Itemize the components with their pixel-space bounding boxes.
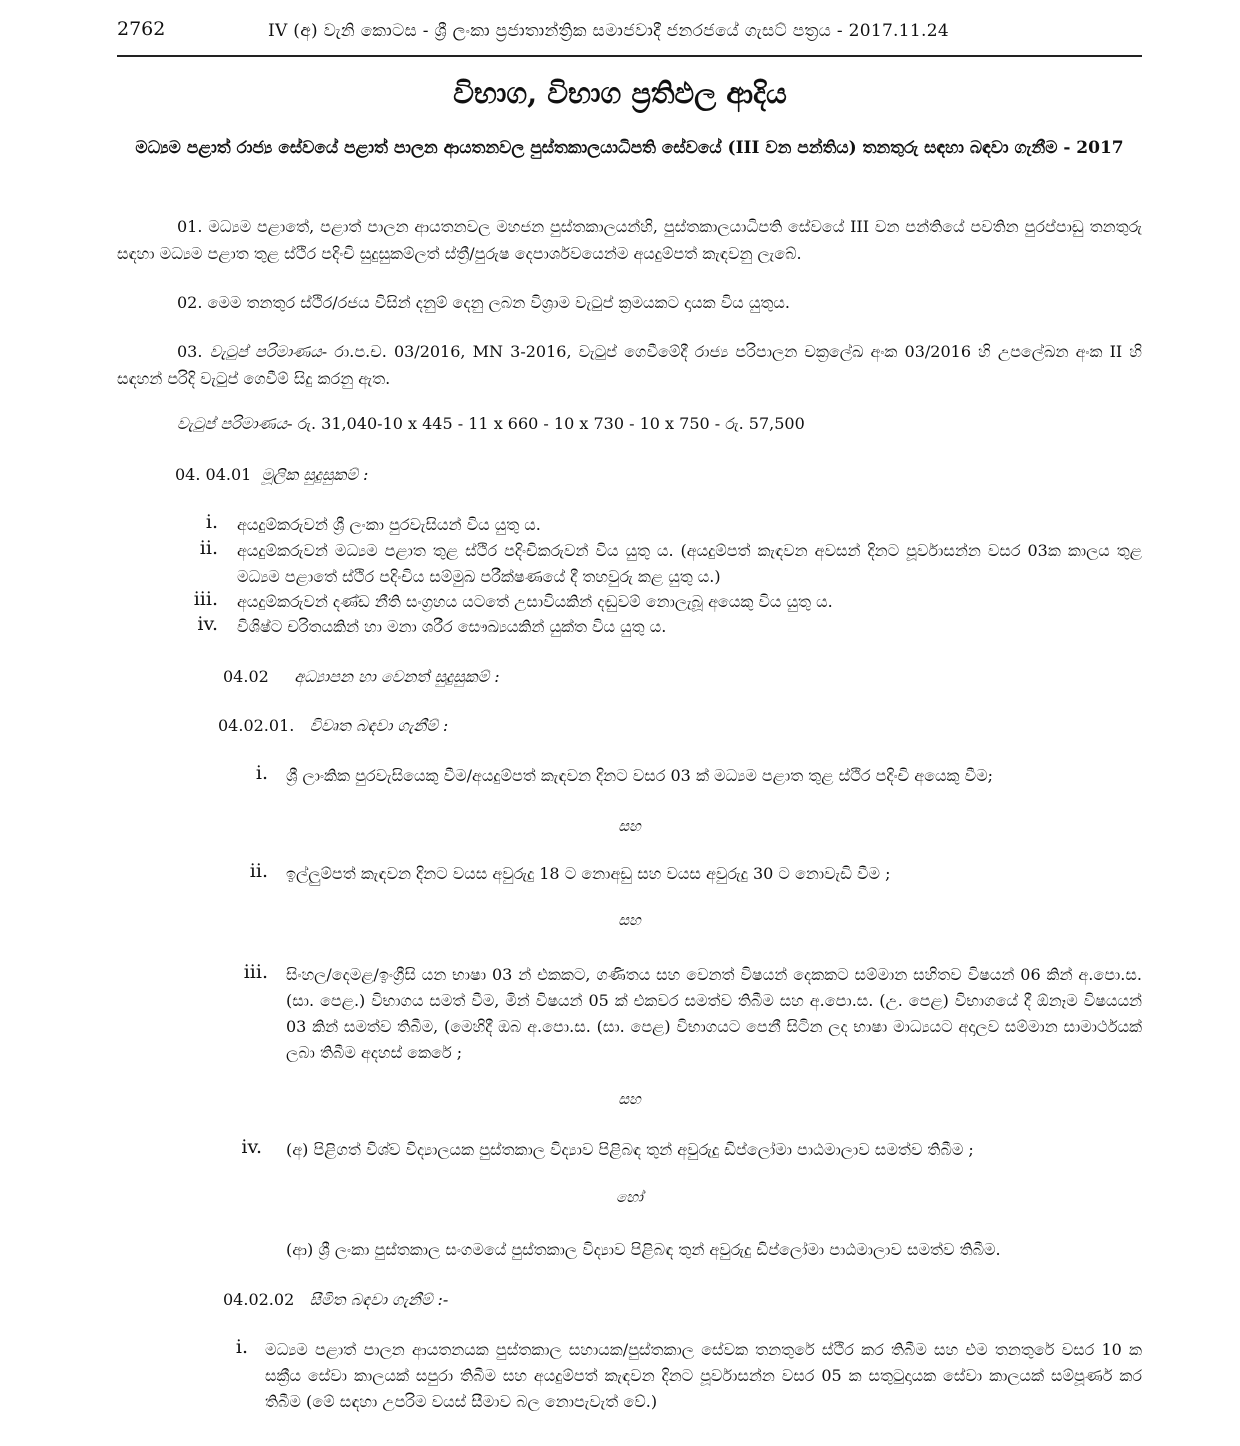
page-number: 2762 xyxy=(117,18,166,40)
list-item: මධ්‍යම පළාත් පාලන ආයතනයක පුස්තකාල සහායක/පුස්තකාල සේවක තනතුරේ ස්ථිර කර තිබීම සහ එම තනතුරේ වසර 10 ක සක්‍රීය සේවා කාලයක් සපුරා තිබීම සහ අයදුම්පත් කැඳවන දිනට පූර්වාසන්න වසර 05 ක සතුටුදායක සේවා කාලයක් සම්පූර්ණ කර තිබීම (මේ සඳහා උපරිම වයස් සීමාව බල නොපැවැත් වේ.) xyxy=(265,1340,1142,1411)
list-item: අයදුම්කරුවන් දණ්ඩ නීති සංග්‍රහය යටතේ උසාවියකින් දඬුවම් නොලැබූ අයෙකු විය යුතු ය. xyxy=(237,592,833,611)
list-item: (අ) පිළිගත් විශ්ව විද්‍යාලයක පුස්තකාල විද්‍යාව පිළිබඳ තුන් අවුරුදු ඩිප්ලෝමා පාඨමාලාව සමත්ව තිබීම ; xyxy=(286,1140,974,1159)
list-item-number: ii. xyxy=(249,860,268,882)
list-item-number: i. xyxy=(255,762,268,784)
section-0401-number: 04. 04.01 xyxy=(175,465,252,484)
list-item-number: iv. xyxy=(197,613,218,635)
paragraph-03-text: - රා.ප.ච. 03/2016, MN 3-2016, වැටුප් ගෙවීමේදී රාජ්‍ය පරිපාලන චක්‍රලේඛ අංක 03/2016 හි උපලේඛන අංක II හි සඳහන් පරිදි වැටුප් ගෙවීම් සිදු කරනු ඇත. xyxy=(117,342,1142,388)
list-item-number: ii. xyxy=(199,537,218,559)
section-0401-label: මූලික සුදුසුකම් : xyxy=(261,465,369,484)
list-item: ශ්‍රී ලාංකික පුරවැසියෙකු වීම/අයදුම්පත් කැඳවන දිනට වසර 03 ක් මධ්‍යම පළාත තුළ ස්ථිර පදිංචි අයෙකු වීම; xyxy=(286,766,993,785)
section-title: විභාග, විභාග ප්‍රතිඵල ආදිය xyxy=(453,76,787,110)
header-rule xyxy=(117,55,1142,57)
section-040202-heading xyxy=(223,1286,448,1313)
section-0401-heading xyxy=(175,461,368,488)
salary-scale-label: වැටුප් පරිමාණය xyxy=(209,342,322,361)
salary-label: වැටුප් පරිමාණය xyxy=(177,414,288,433)
list-item: අයදුම්කරුවන් ශ්‍රී ලංකා පුරවැසියන් විය යුතු ය. xyxy=(237,515,541,534)
paragraph-03 xyxy=(117,338,1142,392)
list-item-number: i. xyxy=(205,511,218,533)
paragraph-02: 02. මෙම තනතුර ස්ථිර/රජය විසින් දනුම් දෙනු ලබන විශ්‍රාම වැටුප් ක්‍රමයකට දායක විය යුතුය. xyxy=(177,293,790,312)
section-040202-label: සීමිත බඳවා ගැනීම් :- xyxy=(309,1290,449,1309)
list-item: සිංහල/දෙමළ/ඉංග්‍රීසි යන භාෂා 03 න් එකකට, ගණිතය සහ වෙනත් විෂයන් දෙකකට සම්මාන සහිතව විෂයන් 06 කින් අ.පො.ස. (සා. පෙළ.) විභාගය සමත් වීම, මින් විෂයන් 05 ක් එකවර සමත්ව තිබීම සහ අ.පො.ස. (උ. පෙළ) විභාගයේ දී ඕනෑම විෂයයන් 03 කින් සමත්ව තිබීම, (මෙහිදී ඔබ අ.පො.ස. (සා. පෙළ) විභාගයට පෙනී සිටින ලද භාෂා මාධ්‍යයට අදාලව සම්මාන සාමාර්ථයක් ලබා තිබීම අදහස් කෙරේ ; xyxy=(286,965,1142,1062)
section-040201-heading xyxy=(218,712,448,739)
notice-subtitle: මධ්‍යම පළාත් රාජ්‍ය සේවයේ පළාත් පාලන ආයතනවල පුස්තකාලයාධිපති සේවයේ (III වන පන්තිය) තනතුරු සඳහා බඳවා ගැනීම - 2017 xyxy=(135,138,1124,158)
section-040202-number: 04.02.02 xyxy=(223,1290,295,1309)
list-item: විශිෂ්ට චරිතයකින් හා මනා ශරීර සෞඛ්‍යයකින් යුක්ත විය යුතු ය. xyxy=(237,617,667,636)
conjunction-and: සහ xyxy=(618,1090,641,1108)
section-0402-number: 04.02 xyxy=(223,667,269,686)
paragraph-01: 01. මධ්‍යම පළාතේ, පළාත් පාලන ආයතනවල මහජන පුස්තකාලයන්හි, පුස්තකාලයාධිපති සේවයේ III වන පන්තියේ පවතින පුරප්පාඩු තනතුරු සඳහා මධ්‍යම පළාත තුළ ස්ථිර පදිංචි සුදුසුකම්ලත් ස්ත්‍රී/පුරුෂ දෙපාර්ශවයෙන්ම අයදුම්පත් කැඳවනු ලැබේ. xyxy=(117,217,1142,263)
section-040201-number: 04.02.01. xyxy=(218,716,295,735)
list-item-sub-b: (ආ) ශ්‍රී ලංකා පුස්තකාල සංගමයේ පුස්තකාල විද්‍යාව පිළිබඳ තුන් අවුරුදු ඩිප්ලෝමා පාඨමාලාව සමත්ව තිබීම. xyxy=(286,1240,1001,1259)
list-item-number: iv. xyxy=(241,1136,262,1158)
list-item: අයදුම්කරුවන් මධ්‍යම පළාත තුළ ස්ථිර පදිංචිකරුවන් විය යුතු ය. (අයදුම්පත් කැඳවන අවසන් දිනට පූර්වාසන්න වසර 03ක කාලය තුළ මධ්‍යම පළාතේ ස්ථිර පදිංචිය සම්මුඛ පරීක්ෂණයේ දී තහවුරු කළ යුතු ය.) xyxy=(237,541,1142,586)
paragraph-03-number: 03. xyxy=(177,342,203,361)
section-0402-heading xyxy=(223,663,500,690)
section-040201-label: විවෘත බඳවා ගැනීම් : xyxy=(309,716,449,735)
list-item-number: iii. xyxy=(243,961,268,983)
salary-text: - රු. 31,040-10 x 445 - 11 x 660 - 10 x 730 - 10 x 750 - රු. 57,500 xyxy=(287,414,805,433)
conjunction-or: හෝ xyxy=(616,1188,643,1206)
conjunction-and: සහ xyxy=(618,911,641,929)
list-item-number: i. xyxy=(235,1336,248,1358)
conjunction-and: සහ xyxy=(618,817,641,835)
salary-scale-line xyxy=(177,410,805,437)
list-item-number: iii. xyxy=(193,588,218,610)
list-item: ඉල්ලුම්පත් කැඳවන දිනට වයස අවුරුදු 18 ට නොඅඩු සහ වයස අවුරුදු 30 ට නොවැඩි වීම ; xyxy=(286,864,891,883)
running-header: IV (අ) වැනි කොටස - ශ්‍රී ලංකා ප්‍රජාතාන්ත්‍රික සමාජවාදී ජනරජයේ ගැසට් පත්‍රය - 2017.11.24 xyxy=(268,21,949,41)
section-0402-label: අධ්‍යාපන හා වෙනත් සුදුසුකම් : xyxy=(294,667,500,686)
